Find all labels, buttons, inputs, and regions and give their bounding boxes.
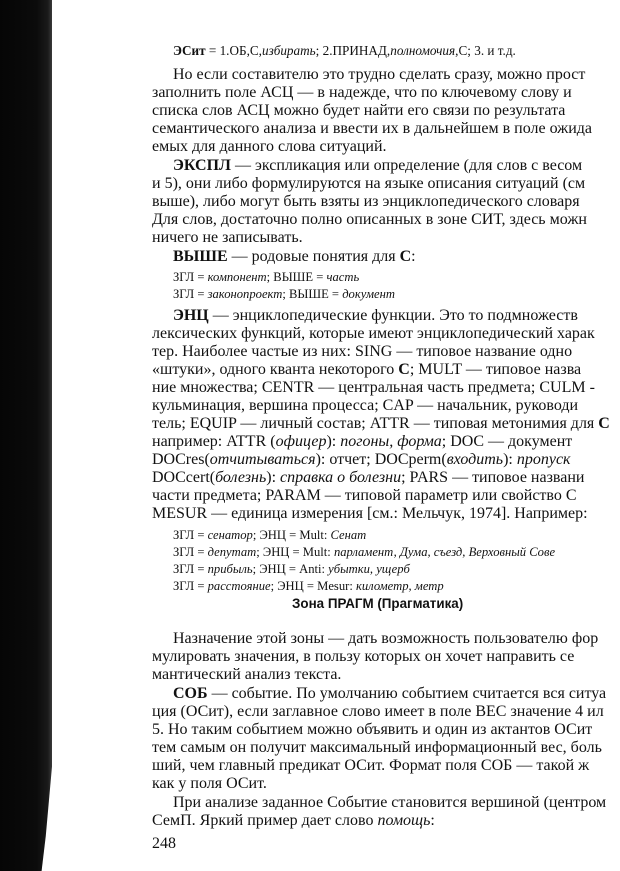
section-heading: Зона ПРАГМ (Прагматика) (292, 596, 464, 611)
paragraph-line: ВЫШЕ — родовые понятия для С: (173, 248, 416, 265)
paragraph-line: СемП. Яркий пример дает слово помощь: (152, 812, 435, 829)
paragraph-line: списка слов АСЦ можно будет найти его связи по результата (152, 102, 566, 119)
paragraph-line: части предмета; PARAM — типовой параметр или свойство С (152, 487, 577, 504)
example-line: ЗГЛ = прибыль; ЭНЦ = Anti: убытки, ущерб (173, 562, 410, 576)
paragraph-line: DOCcert(болезнь): справка о болезни; PARS — типовое названи (152, 469, 585, 486)
example-line: ЗГЛ = депутат; ЭНЦ = Mult: парламент, Дума, съезд, Верховный Сове (173, 545, 556, 559)
paragraph-line: мулировать значения, в пользу которых он хочет направить се (152, 648, 575, 665)
example-line: ЗГЛ = расстояние; ЭНЦ = Mesur: километр, метр (173, 579, 444, 593)
term-enc: ЭНЦ (173, 307, 209, 324)
term-vyshe: ВЫШЕ (173, 248, 228, 265)
paragraph-line: выше), либо могут быть взяты из энциклопедического словаря (152, 193, 580, 210)
paragraph-line: тем самым он получит максимальный информационный вес, боль (152, 739, 602, 756)
paragraph-line: ЭНЦ — энциклопедические функции. Это то подмножеств (173, 307, 578, 324)
paragraph-line: Назначение этой зоны — дать возможность пользователю фор (173, 630, 599, 647)
paragraph-line: СОБ — событие. По умолчанию событием считается вся ситуа (173, 685, 607, 702)
paragraph-line: Но если составителю это трудно сделать сразу, можно прост (173, 66, 586, 83)
paragraph-line: ший, чем главный предикат ОСит. Формат поля СОБ — такой ж (152, 757, 590, 774)
paragraph-line: и 5), они либо формулируются на языке описания ситуаций (см (152, 175, 586, 192)
paragraph-line: Для слов, достаточно полно описанных в зоне СИТ, здесь можн (152, 211, 587, 228)
paragraph-line: «штуки», одного кванта некоторого С; MULT — типовое назва (152, 361, 582, 378)
paragraph-line: емых для данного слова ситуаций. (152, 138, 387, 155)
paragraph-line: заполнить поле АСЦ — в надежде, что по ключевому слову и (152, 84, 572, 101)
paragraph-line: кульминация, вершина процесса; CAP — начальник, руководи (152, 397, 579, 414)
paragraph-line: При анализе заданное Событие становится вершиной (центром (173, 794, 607, 811)
paragraph-line: ция (ОСит), если заглавное слово имеет в поле ВЕС значение 4 ил (152, 703, 604, 720)
paragraph-line: тер. Наиболее частые из них: SING — типовое название одно (152, 343, 573, 360)
paragraph-line: семантического анализа и ввести их в дальнейшем в поле ожида (152, 120, 593, 137)
scan-dark-edge (0, 0, 52, 871)
esit-label: ЭСит (173, 43, 206, 58)
paragraph-line: 5. Но таким событием можно объявить и один из актантов ОСит (152, 721, 593, 738)
paragraph-line: мантический анализ текста. (152, 666, 342, 683)
paragraph-line: лексических функций, которые имеют энциклопедический харак (152, 325, 595, 342)
example-line: ЗГЛ = законопроект; ВЫШЕ = документ (173, 287, 395, 301)
book-page (152, 0, 620, 871)
page-number: 248 (152, 835, 176, 852)
paragraph-line: тель; EQUIP — личный состав; ATTR — типовая метонимия для С (152, 415, 610, 432)
term-ekspl: ЭКСПЛ (173, 157, 231, 174)
paragraph-line: например: ATTR (офицер): погоны, форма; DOC — документ (152, 433, 573, 450)
example-line: ЗГЛ = компонент; ВЫШЕ = часть (173, 270, 360, 284)
example-line: ЗГЛ = сенатор; ЭНЦ = Mult: Сенат (173, 528, 367, 542)
paragraph-line: ничего не записывать. (152, 229, 303, 246)
esit-line: ЭСит = 1.ОБ,С,избирать; 2.ПРИНАД,полномочия,С; 3. и т.д. (173, 43, 516, 58)
paragraph-line: ЭКСПЛ — экспликация или определение (для слов с весом (173, 157, 583, 174)
paragraph-line: ние множества; CENTR — центральная часть предмета; CULM - (152, 379, 595, 396)
paragraph-line: DOCres(отчитываться): отчет; DOCperm(входить): пропуск (152, 451, 571, 468)
paragraph-line: MESUR — единица измерения [см.: Мельчук, 1974]. Например: (152, 505, 588, 522)
term-sob: СОБ (173, 685, 208, 702)
paragraph-line: как у поля ОСит. (152, 775, 267, 792)
